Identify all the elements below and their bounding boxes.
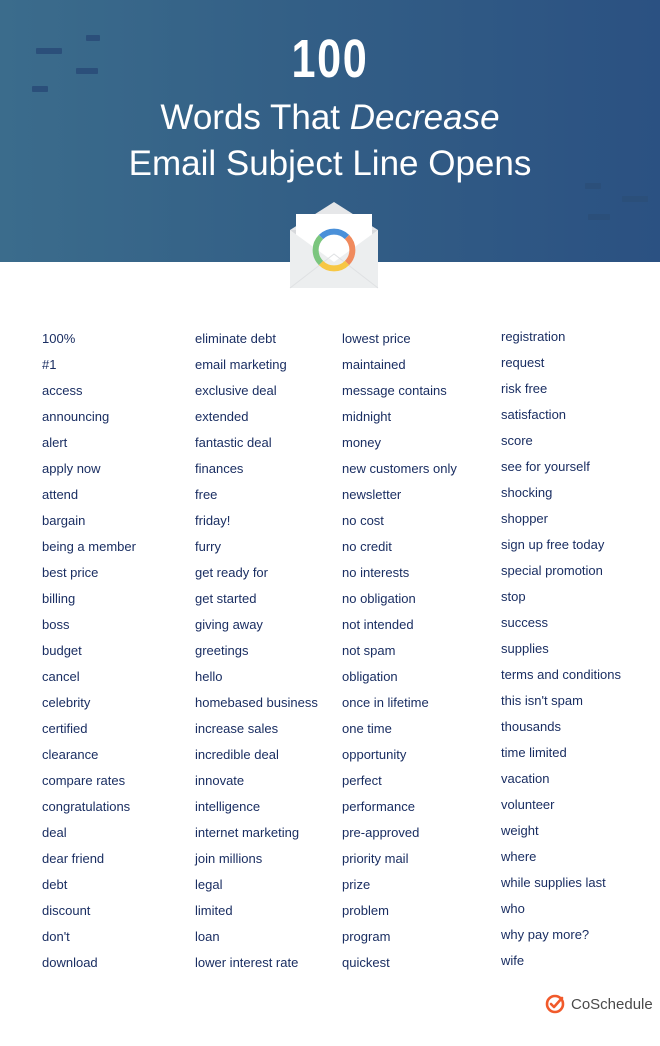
word-item: one time bbox=[342, 721, 392, 736]
word-item: maintained bbox=[342, 357, 406, 372]
word-item: not intended bbox=[342, 617, 414, 632]
word-item: who bbox=[501, 901, 525, 916]
word-item: announcing bbox=[42, 409, 110, 424]
word-item: certified bbox=[42, 721, 88, 736]
word-item: weight bbox=[501, 823, 539, 838]
word-item: dear friend bbox=[42, 851, 105, 866]
word-item: budget bbox=[42, 643, 82, 658]
word-item: prize bbox=[342, 877, 371, 892]
word-item: why pay more? bbox=[501, 927, 590, 942]
word-item: discount bbox=[42, 903, 91, 918]
envelope-icon bbox=[288, 200, 380, 290]
word-item: obligation bbox=[342, 669, 398, 684]
word-item: loan bbox=[195, 929, 220, 944]
word-item: eliminate debt bbox=[195, 331, 276, 346]
word-item: while supplies last bbox=[501, 875, 606, 890]
word-item: problem bbox=[342, 903, 389, 918]
word-item: internet marketing bbox=[195, 825, 300, 840]
word-item: boss bbox=[42, 617, 70, 632]
word-item: thousands bbox=[501, 719, 561, 734]
word-item: no credit bbox=[342, 539, 392, 554]
word-item: billing bbox=[42, 591, 76, 606]
word-item: priority mail bbox=[342, 851, 409, 866]
word-item: finances bbox=[195, 461, 244, 476]
word-item: incredible deal bbox=[195, 747, 279, 762]
word-item: message contains bbox=[342, 383, 447, 398]
word-item: time limited bbox=[501, 745, 567, 760]
word-item: new customers only bbox=[342, 461, 457, 476]
word-item: success bbox=[501, 615, 548, 630]
word-item: #1 bbox=[42, 357, 57, 372]
word-item: request bbox=[501, 355, 545, 370]
word-item: furry bbox=[195, 539, 221, 554]
word-item: sign up free today bbox=[501, 537, 605, 552]
word-item: stop bbox=[501, 589, 526, 604]
word-item: increase sales bbox=[195, 721, 279, 736]
word-item: don't bbox=[42, 929, 70, 944]
word-item: newsletter bbox=[342, 487, 402, 502]
word-item: download bbox=[42, 955, 98, 970]
word-item: see for yourself bbox=[501, 459, 590, 474]
word-item: shocking bbox=[501, 485, 553, 500]
word-item: hello bbox=[195, 669, 223, 684]
word-item: money bbox=[342, 435, 382, 450]
decor-dash bbox=[622, 196, 648, 202]
word-item: deal bbox=[42, 825, 67, 840]
word-item: lower interest rate bbox=[195, 955, 299, 970]
word-item: compare rates bbox=[42, 773, 126, 788]
word-item: extended bbox=[195, 409, 249, 424]
word-item: cancel bbox=[42, 669, 80, 684]
word-item: attend bbox=[42, 487, 79, 502]
word-column-3 bbox=[342, 329, 457, 979]
word-item: giving away bbox=[195, 617, 263, 632]
word-item: alert bbox=[42, 435, 68, 450]
decor-dash bbox=[32, 86, 48, 92]
word-item: supplies bbox=[501, 641, 549, 656]
title-prefix: Words That bbox=[160, 98, 350, 137]
word-item: perfect bbox=[342, 773, 382, 788]
word-item: registration bbox=[501, 329, 566, 344]
word-item: vacation bbox=[501, 771, 550, 786]
decor-dash bbox=[588, 214, 610, 220]
brand-name: CoSchedule bbox=[571, 995, 653, 1013]
word-item: being a member bbox=[42, 539, 136, 554]
word-item: pre-approved bbox=[342, 825, 420, 840]
word-column-2 bbox=[195, 329, 318, 979]
word-item: this isn't spam bbox=[501, 693, 583, 708]
word-item: debt bbox=[42, 877, 68, 892]
title-line-1 bbox=[0, 98, 660, 138]
word-item: celebrity bbox=[42, 695, 91, 710]
word-item: friday! bbox=[195, 513, 231, 528]
word-item: once in lifetime bbox=[342, 695, 429, 710]
word-item: congratulations bbox=[42, 799, 131, 814]
word-item: volunteer bbox=[501, 797, 555, 812]
word-item: shopper bbox=[501, 511, 548, 526]
word-item: where bbox=[501, 849, 537, 864]
word-item: access bbox=[42, 383, 83, 398]
word-item: no interests bbox=[342, 565, 410, 580]
word-item: performance bbox=[342, 799, 415, 814]
word-item: exclusive deal bbox=[195, 383, 277, 398]
word-item: quickest bbox=[342, 955, 390, 970]
word-item: get started bbox=[195, 591, 257, 606]
title-emphasis: Decrease bbox=[349, 98, 500, 137]
title-line-2: Email Subject Line Opens bbox=[128, 144, 532, 183]
decor-dash bbox=[36, 48, 62, 54]
word-item: apply now bbox=[42, 461, 101, 476]
coschedule-brand bbox=[545, 994, 653, 1014]
word-item: email marketing bbox=[195, 357, 287, 372]
word-item: no cost bbox=[342, 513, 384, 528]
word-column-1 bbox=[42, 329, 136, 979]
word-item: midnight bbox=[342, 409, 392, 424]
word-item: limited bbox=[195, 903, 233, 918]
word-item: program bbox=[342, 929, 391, 944]
word-item: bargain bbox=[42, 513, 86, 528]
word-item: free bbox=[195, 487, 218, 502]
word-item: not spam bbox=[342, 643, 396, 658]
word-item: special promotion bbox=[501, 563, 603, 578]
word-item: no obligation bbox=[342, 591, 416, 606]
word-item: intelligence bbox=[195, 799, 261, 814]
word-item: score bbox=[501, 433, 533, 448]
word-item: opportunity bbox=[342, 747, 407, 762]
word-item: legal bbox=[195, 877, 223, 892]
word-item: join millions bbox=[195, 851, 263, 866]
hero-number: 100 bbox=[291, 29, 369, 89]
word-item: homebased business bbox=[195, 695, 318, 710]
word-item: 100% bbox=[42, 331, 76, 346]
word-item: best price bbox=[42, 565, 99, 580]
word-item: satisfaction bbox=[501, 407, 567, 422]
word-item: wife bbox=[501, 953, 525, 968]
word-item: fantastic deal bbox=[195, 435, 272, 450]
word-column-4 bbox=[501, 327, 621, 977]
word-item: get ready for bbox=[195, 565, 268, 580]
word-item: greetings bbox=[195, 643, 249, 658]
word-item: lowest price bbox=[342, 331, 411, 346]
word-item: clearance bbox=[42, 747, 99, 762]
word-item: innovate bbox=[195, 773, 245, 788]
word-item: terms and conditions bbox=[501, 667, 621, 682]
word-item: risk free bbox=[501, 381, 548, 396]
coschedule-check-logo-icon bbox=[545, 994, 565, 1014]
